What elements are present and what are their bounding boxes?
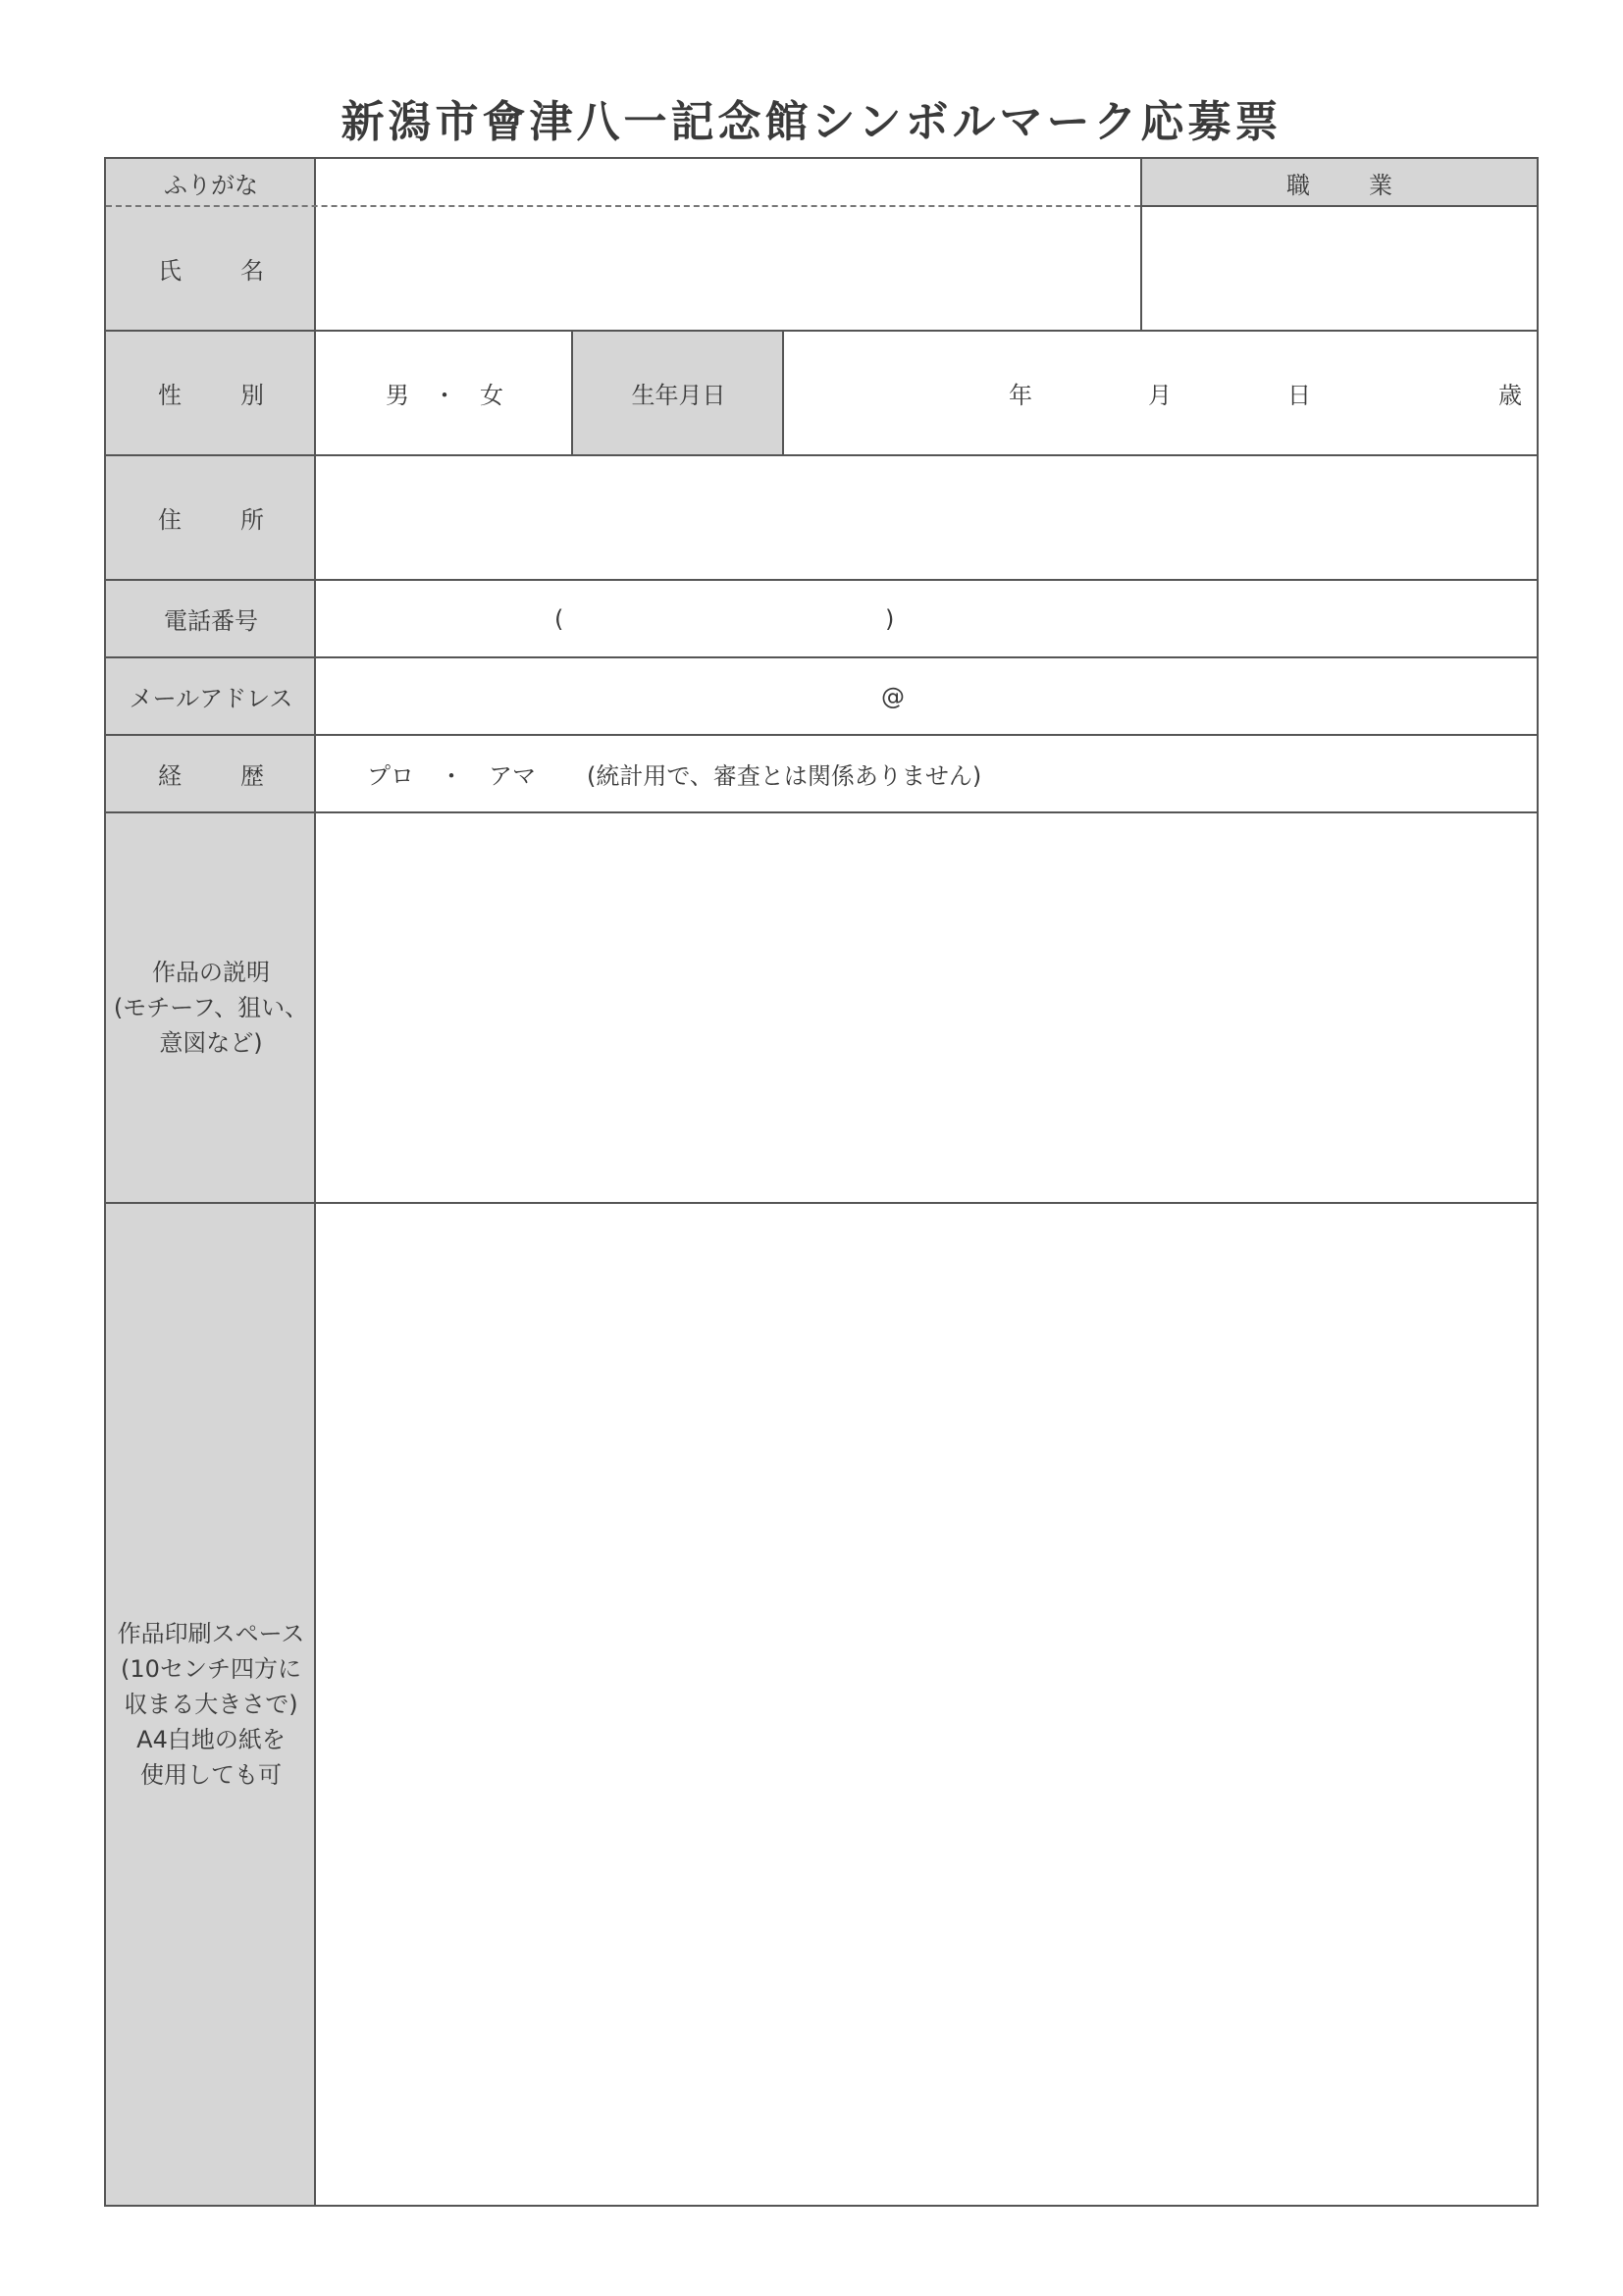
row-divider-5 <box>106 734 1537 736</box>
name-field[interactable] <box>316 206 1142 331</box>
career-label-a: 経 <box>158 762 182 790</box>
description-label-line3: 意図など) <box>159 1029 263 1057</box>
description-label <box>106 812 316 1203</box>
furigana-dashed-divider <box>106 205 1140 207</box>
birthdate-year: 年 <box>1009 382 1032 409</box>
occupation-divider <box>1140 159 1142 331</box>
career-option-pro[interactable]: プロ <box>367 762 414 790</box>
career-field[interactable] <box>316 735 1537 812</box>
birthdate-day: 日 <box>1287 382 1311 409</box>
career-option-amateur[interactable]: アマ <box>489 762 536 790</box>
birthdate-month: 月 <box>1148 382 1172 409</box>
gender-option-male[interactable]: 男 <box>386 382 409 409</box>
birthdate-divider <box>782 331 784 455</box>
phone-field[interactable] <box>316 580 1537 657</box>
occupation-label-b: 業 <box>1369 171 1392 199</box>
phone-label: 電話番号 <box>106 580 316 657</box>
address-label-a: 住 <box>158 506 182 534</box>
print-space-label-line4: A4白地の紙を <box>136 1725 286 1753</box>
gender-label <box>106 331 316 455</box>
form-title: 新潟市會津八一記念館シンボルマーク応募票 <box>340 97 1283 147</box>
career-label-b: 歴 <box>240 762 264 790</box>
birthdate-age: 歳 <box>1498 382 1522 409</box>
email-at-sign: @ <box>881 682 905 710</box>
description-label-line1: 作品の説明 <box>152 959 270 986</box>
address-label-b: 所 <box>240 506 264 534</box>
row-divider-7 <box>106 1202 1537 1204</box>
birthdate-field[interactable] <box>784 331 1537 455</box>
row-divider-3 <box>106 579 1537 581</box>
name-label <box>106 206 316 331</box>
print-space-label-line3: 収まる大きさで) <box>124 1690 298 1718</box>
occupation-label <box>1142 159 1537 206</box>
phone-open-paren: ( <box>554 604 564 633</box>
row-divider-1 <box>106 330 1537 332</box>
label-column-divider <box>314 159 316 2205</box>
gender-label-a: 性 <box>158 382 182 409</box>
print-space-area[interactable] <box>316 1203 1537 2205</box>
career-separator: ・ <box>440 762 463 790</box>
gender-option-female[interactable]: 女 <box>480 382 503 409</box>
description-label-line2: (モチーフ、狙い、 <box>113 994 309 1021</box>
print-space-label-line2: (10センチ四方に <box>121 1654 301 1683</box>
furigana-field[interactable] <box>316 159 1142 206</box>
furigana-label: ふりがな <box>106 159 316 206</box>
gender-divider <box>571 331 573 455</box>
occupation-label-a: 職 <box>1286 171 1310 199</box>
gender-field[interactable] <box>316 331 573 455</box>
description-field[interactable] <box>316 812 1537 1203</box>
address-field[interactable] <box>316 455 1537 580</box>
application-form <box>104 157 1539 2207</box>
phone-close-paren: ) <box>885 604 895 633</box>
birthdate-label: 生年月日 <box>573 331 784 455</box>
print-space-label <box>106 1203 316 2205</box>
print-space-label-line5: 使用しても可 <box>140 1760 282 1789</box>
print-space-label-line1: 作品印刷スペース <box>117 1619 305 1647</box>
row-divider-2 <box>106 454 1537 456</box>
name-label-b: 名 <box>240 257 264 285</box>
row-divider-6 <box>106 811 1537 813</box>
address-label <box>106 455 316 580</box>
career-note: (統計用で、審査とは関係ありません) <box>587 762 982 790</box>
name-label-a: 氏 <box>158 257 182 285</box>
email-field[interactable] <box>316 657 1537 735</box>
gender-label-b: 別 <box>240 382 264 409</box>
career-label <box>106 735 316 812</box>
row-divider-4 <box>106 656 1537 658</box>
occupation-field[interactable] <box>1142 206 1537 331</box>
email-label: メールアドレス <box>106 657 316 735</box>
gender-separator: ・ <box>433 382 456 409</box>
occupation-header-divider <box>1140 205 1537 207</box>
